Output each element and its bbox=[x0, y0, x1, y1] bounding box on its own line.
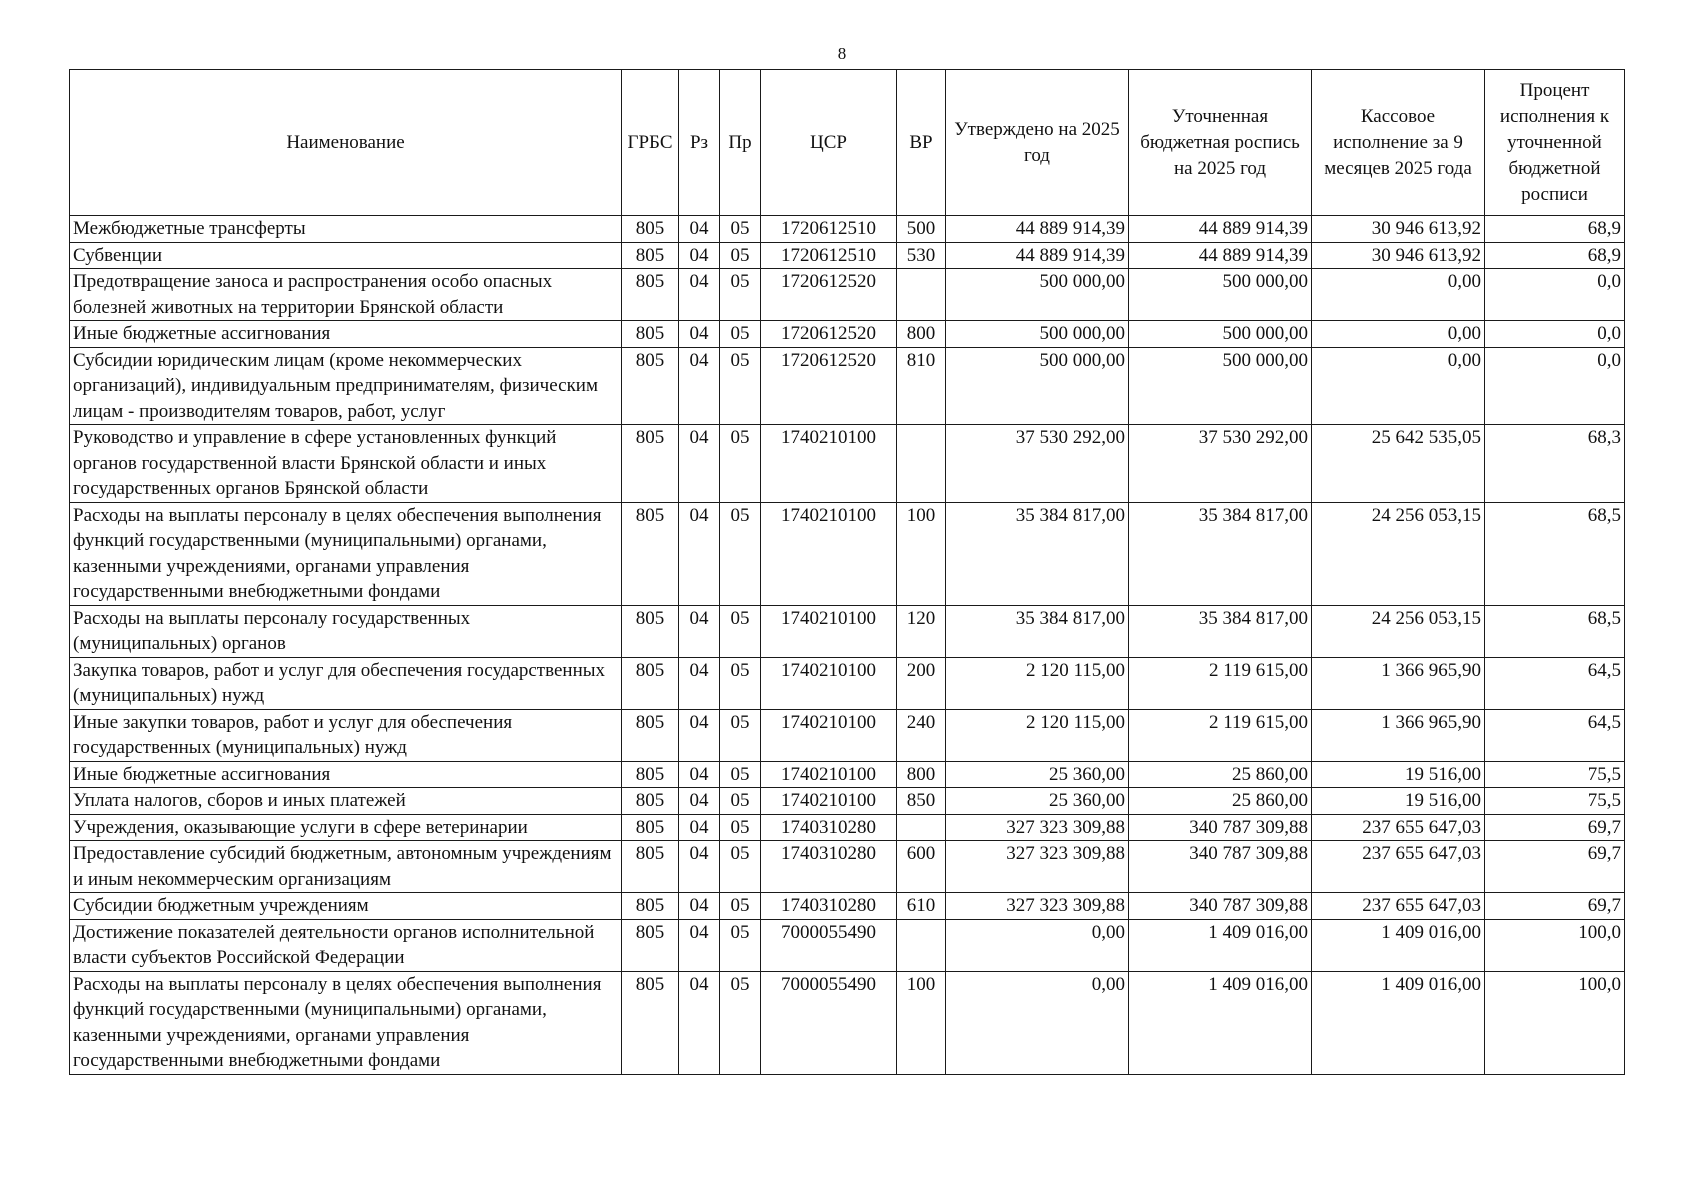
cell-csr: 1720612510 bbox=[761, 242, 897, 269]
cell-name: Иные бюджетные ассигнования bbox=[70, 761, 622, 788]
cell-approved: 0,00 bbox=[946, 971, 1129, 1074]
cell-csr: 1720612520 bbox=[761, 269, 897, 321]
cell-pr: 05 bbox=[720, 242, 761, 269]
cell-name: Достижение показателей деятельности органов исполнительной власти субъектов Российской Федерации bbox=[70, 919, 622, 971]
cell-csr: 1740210100 bbox=[761, 761, 897, 788]
cell-vr: 200 bbox=[897, 657, 946, 709]
cell-percent: 68,9 bbox=[1485, 216, 1625, 243]
table-row bbox=[70, 709, 1625, 761]
cell-executed: 30 946 613,92 bbox=[1312, 216, 1485, 243]
cell-approved: 44 889 914,39 bbox=[946, 242, 1129, 269]
header-grbs: ГРБС bbox=[622, 70, 679, 216]
cell-rz: 04 bbox=[679, 216, 720, 243]
cell-rz: 04 bbox=[679, 242, 720, 269]
header-executed: Кассовое исполнение за 9 месяцев 2025 года bbox=[1312, 70, 1485, 216]
cell-executed: 1 366 965,90 bbox=[1312, 657, 1485, 709]
cell-executed: 237 655 647,03 bbox=[1312, 814, 1485, 841]
cell-executed: 1 409 016,00 bbox=[1312, 971, 1485, 1074]
cell-grbs: 805 bbox=[622, 841, 679, 893]
cell-vr: 810 bbox=[897, 347, 946, 425]
cell-vr bbox=[897, 919, 946, 971]
cell-vr bbox=[897, 425, 946, 503]
cell-rz: 04 bbox=[679, 814, 720, 841]
table-row bbox=[70, 216, 1625, 243]
cell-executed: 1 366 965,90 bbox=[1312, 709, 1485, 761]
cell-vr: 500 bbox=[897, 216, 946, 243]
cell-pr: 05 bbox=[720, 788, 761, 815]
cell-pr: 05 bbox=[720, 761, 761, 788]
cell-vr: 100 bbox=[897, 971, 946, 1074]
cell-csr: 1740210100 bbox=[761, 425, 897, 503]
table-row bbox=[70, 788, 1625, 815]
cell-percent: 0,0 bbox=[1485, 321, 1625, 348]
cell-revised: 340 787 309,88 bbox=[1129, 814, 1312, 841]
cell-csr: 7000055490 bbox=[761, 971, 897, 1074]
cell-vr: 610 bbox=[897, 893, 946, 920]
cell-approved: 2 120 115,00 bbox=[946, 709, 1129, 761]
cell-grbs: 805 bbox=[622, 347, 679, 425]
cell-pr: 05 bbox=[720, 216, 761, 243]
cell-revised: 44 889 914,39 bbox=[1129, 216, 1312, 243]
cell-revised: 500 000,00 bbox=[1129, 269, 1312, 321]
cell-percent: 69,7 bbox=[1485, 814, 1625, 841]
cell-pr: 05 bbox=[720, 841, 761, 893]
cell-percent: 68,9 bbox=[1485, 242, 1625, 269]
cell-percent: 100,0 bbox=[1485, 971, 1625, 1074]
cell-rz: 04 bbox=[679, 502, 720, 605]
table-row bbox=[70, 605, 1625, 657]
cell-grbs: 805 bbox=[622, 893, 679, 920]
cell-name: Субвенции bbox=[70, 242, 622, 269]
cell-revised: 500 000,00 bbox=[1129, 347, 1312, 425]
cell-rz: 04 bbox=[679, 919, 720, 971]
cell-approved: 327 323 309,88 bbox=[946, 814, 1129, 841]
cell-pr: 05 bbox=[720, 605, 761, 657]
cell-rz: 04 bbox=[679, 269, 720, 321]
cell-executed: 24 256 053,15 bbox=[1312, 605, 1485, 657]
cell-grbs: 805 bbox=[622, 657, 679, 709]
cell-approved: 500 000,00 bbox=[946, 269, 1129, 321]
cell-revised: 35 384 817,00 bbox=[1129, 605, 1312, 657]
cell-percent: 64,5 bbox=[1485, 657, 1625, 709]
cell-revised: 44 889 914,39 bbox=[1129, 242, 1312, 269]
cell-grbs: 805 bbox=[622, 321, 679, 348]
cell-csr: 1740210100 bbox=[761, 605, 897, 657]
cell-vr bbox=[897, 814, 946, 841]
cell-revised: 37 530 292,00 bbox=[1129, 425, 1312, 503]
cell-percent: 75,5 bbox=[1485, 761, 1625, 788]
cell-executed: 19 516,00 bbox=[1312, 788, 1485, 815]
cell-csr: 1740210100 bbox=[761, 657, 897, 709]
table-row bbox=[70, 502, 1625, 605]
cell-name: Предотвращение заноса и распространения особо опасных болезней животных на территории Брянской области bbox=[70, 269, 622, 321]
page-number: 8 bbox=[837, 44, 847, 63]
cell-executed: 0,00 bbox=[1312, 347, 1485, 425]
cell-csr: 1740310280 bbox=[761, 893, 897, 920]
cell-grbs: 805 bbox=[622, 502, 679, 605]
cell-executed: 25 642 535,05 bbox=[1312, 425, 1485, 503]
cell-grbs: 805 bbox=[622, 761, 679, 788]
cell-pr: 05 bbox=[720, 814, 761, 841]
budget-table bbox=[69, 69, 1625, 1075]
cell-rz: 04 bbox=[679, 709, 720, 761]
cell-pr: 05 bbox=[720, 657, 761, 709]
cell-approved: 44 889 914,39 bbox=[946, 216, 1129, 243]
cell-name: Расходы на выплаты персоналу в целях обеспечения выполнения функций государственными (муниципальными) органами, казенными учреждениями, органами управления государственными внебюджетными фондами bbox=[70, 502, 622, 605]
cell-vr: 800 bbox=[897, 321, 946, 348]
cell-percent: 64,5 bbox=[1485, 709, 1625, 761]
cell-name: Иные закупки товаров, работ и услуг для обеспечения государственных (муниципальных) нужд bbox=[70, 709, 622, 761]
header-pr: Пр bbox=[720, 70, 761, 216]
cell-grbs: 805 bbox=[622, 242, 679, 269]
table-row bbox=[70, 893, 1625, 920]
cell-percent: 75,5 bbox=[1485, 788, 1625, 815]
cell-csr: 7000055490 bbox=[761, 919, 897, 971]
table-body bbox=[70, 216, 1625, 1075]
cell-percent: 100,0 bbox=[1485, 919, 1625, 971]
cell-pr: 05 bbox=[720, 321, 761, 348]
cell-approved: 327 323 309,88 bbox=[946, 893, 1129, 920]
cell-grbs: 805 bbox=[622, 425, 679, 503]
cell-approved: 327 323 309,88 bbox=[946, 841, 1129, 893]
cell-grbs: 805 bbox=[622, 269, 679, 321]
cell-csr: 1740310280 bbox=[761, 814, 897, 841]
cell-vr: 240 bbox=[897, 709, 946, 761]
table-row bbox=[70, 425, 1625, 503]
table-row bbox=[70, 321, 1625, 348]
cell-pr: 05 bbox=[720, 502, 761, 605]
cell-executed: 0,00 bbox=[1312, 321, 1485, 348]
cell-approved: 2 120 115,00 bbox=[946, 657, 1129, 709]
cell-approved: 500 000,00 bbox=[946, 347, 1129, 425]
table-row bbox=[70, 269, 1625, 321]
cell-grbs: 805 bbox=[622, 788, 679, 815]
table-row bbox=[70, 657, 1625, 709]
cell-vr: 120 bbox=[897, 605, 946, 657]
cell-revised: 1 409 016,00 bbox=[1129, 971, 1312, 1074]
cell-rz: 04 bbox=[679, 788, 720, 815]
cell-approved: 25 360,00 bbox=[946, 761, 1129, 788]
cell-rz: 04 bbox=[679, 347, 720, 425]
cell-grbs: 805 bbox=[622, 971, 679, 1074]
cell-grbs: 805 bbox=[622, 216, 679, 243]
cell-pr: 05 bbox=[720, 971, 761, 1074]
cell-revised: 35 384 817,00 bbox=[1129, 502, 1312, 605]
cell-revised: 340 787 309,88 bbox=[1129, 893, 1312, 920]
cell-percent: 0,0 bbox=[1485, 347, 1625, 425]
cell-pr: 05 bbox=[720, 425, 761, 503]
cell-rz: 04 bbox=[679, 761, 720, 788]
cell-csr: 1740210100 bbox=[761, 502, 897, 605]
cell-executed: 237 655 647,03 bbox=[1312, 841, 1485, 893]
cell-vr bbox=[897, 269, 946, 321]
cell-grbs: 805 bbox=[622, 919, 679, 971]
cell-revised: 500 000,00 bbox=[1129, 321, 1312, 348]
cell-rz: 04 bbox=[679, 321, 720, 348]
cell-name: Закупка товаров, работ и услуг для обеспечения государственных (муниципальных) нужд bbox=[70, 657, 622, 709]
cell-name: Расходы на выплаты персоналу государственных (муниципальных) органов bbox=[70, 605, 622, 657]
table-header-row bbox=[70, 70, 1625, 216]
cell-revised: 2 119 615,00 bbox=[1129, 657, 1312, 709]
cell-approved: 35 384 817,00 bbox=[946, 502, 1129, 605]
cell-csr: 1740210100 bbox=[761, 709, 897, 761]
cell-executed: 0,00 bbox=[1312, 269, 1485, 321]
cell-pr: 05 bbox=[720, 709, 761, 761]
cell-rz: 04 bbox=[679, 657, 720, 709]
cell-executed: 237 655 647,03 bbox=[1312, 893, 1485, 920]
cell-name: Руководство и управление в сфере установленных функций органов государственной власти Брянской области и иных государственных органов Брянской области bbox=[70, 425, 622, 503]
table-row bbox=[70, 971, 1625, 1074]
cell-rz: 04 bbox=[679, 605, 720, 657]
cell-revised: 1 409 016,00 bbox=[1129, 919, 1312, 971]
cell-revised: 340 787 309,88 bbox=[1129, 841, 1312, 893]
cell-grbs: 805 bbox=[622, 605, 679, 657]
cell-percent: 68,5 bbox=[1485, 605, 1625, 657]
cell-csr: 1740210100 bbox=[761, 788, 897, 815]
cell-executed: 1 409 016,00 bbox=[1312, 919, 1485, 971]
cell-csr: 1720612510 bbox=[761, 216, 897, 243]
cell-csr: 1720612520 bbox=[761, 321, 897, 348]
table-row bbox=[70, 761, 1625, 788]
table-row bbox=[70, 841, 1625, 893]
cell-name: Межбюджетные трансферты bbox=[70, 216, 622, 243]
cell-rz: 04 bbox=[679, 841, 720, 893]
cell-name: Расходы на выплаты персоналу в целях обеспечения выполнения функций государственными (муниципальными) органами, казенными учреждениями, органами управления государственными внебюджетными фондами bbox=[70, 971, 622, 1074]
cell-percent: 69,7 bbox=[1485, 841, 1625, 893]
cell-approved: 35 384 817,00 bbox=[946, 605, 1129, 657]
header-csr: ЦСР bbox=[761, 70, 897, 216]
cell-percent: 0,0 bbox=[1485, 269, 1625, 321]
header-rz: Рз bbox=[679, 70, 720, 216]
header-approved: Утверждено на 2025 год bbox=[946, 70, 1129, 216]
cell-revised: 25 860,00 bbox=[1129, 788, 1312, 815]
cell-csr: 1720612520 bbox=[761, 347, 897, 425]
cell-approved: 25 360,00 bbox=[946, 788, 1129, 815]
header-revised: Уточненная бюджетная роспись на 2025 год bbox=[1129, 70, 1312, 216]
cell-percent: 68,5 bbox=[1485, 502, 1625, 605]
cell-pr: 05 bbox=[720, 893, 761, 920]
cell-vr: 530 bbox=[897, 242, 946, 269]
header-vr: ВР bbox=[897, 70, 946, 216]
cell-vr: 850 bbox=[897, 788, 946, 815]
cell-rz: 04 bbox=[679, 893, 720, 920]
cell-revised: 2 119 615,00 bbox=[1129, 709, 1312, 761]
cell-approved: 500 000,00 bbox=[946, 321, 1129, 348]
cell-approved: 37 530 292,00 bbox=[946, 425, 1129, 503]
cell-revised: 25 860,00 bbox=[1129, 761, 1312, 788]
cell-vr: 100 bbox=[897, 502, 946, 605]
cell-rz: 04 bbox=[679, 971, 720, 1074]
cell-vr: 600 bbox=[897, 841, 946, 893]
cell-pr: 05 bbox=[720, 919, 761, 971]
table-row bbox=[70, 347, 1625, 425]
cell-vr: 800 bbox=[897, 761, 946, 788]
cell-percent: 69,7 bbox=[1485, 893, 1625, 920]
cell-csr: 1740310280 bbox=[761, 841, 897, 893]
cell-percent: 68,3 bbox=[1485, 425, 1625, 503]
cell-executed: 19 516,00 bbox=[1312, 761, 1485, 788]
cell-name: Предоставление субсидий бюджетным, автономным учреждениям и иным некоммерческим организациям bbox=[70, 841, 622, 893]
cell-approved: 0,00 bbox=[946, 919, 1129, 971]
cell-rz: 04 bbox=[679, 425, 720, 503]
table-row bbox=[70, 919, 1625, 971]
cell-name: Уплата налогов, сборов и иных платежей bbox=[70, 788, 622, 815]
cell-executed: 30 946 613,92 bbox=[1312, 242, 1485, 269]
header-name: Наименование bbox=[70, 70, 622, 216]
cell-name: Учреждения, оказывающие услуги в сфере ветеринарии bbox=[70, 814, 622, 841]
table-row bbox=[70, 814, 1625, 841]
cell-executed: 24 256 053,15 bbox=[1312, 502, 1485, 605]
cell-pr: 05 bbox=[720, 347, 761, 425]
header-percent: Процент исполнения к уточненной бюджетной росписи bbox=[1485, 70, 1625, 216]
cell-name: Иные бюджетные ассигнования bbox=[70, 321, 622, 348]
table-row bbox=[70, 242, 1625, 269]
cell-grbs: 805 bbox=[622, 709, 679, 761]
cell-pr: 05 bbox=[720, 269, 761, 321]
cell-grbs: 805 bbox=[622, 814, 679, 841]
cell-name: Субсидии бюджетным учреждениям bbox=[70, 893, 622, 920]
cell-name: Субсидии юридическим лицам (кроме некоммерческих организаций), индивидуальным предпринимателям, физическим лицам - производителям товаров, работ, услуг bbox=[70, 347, 622, 425]
